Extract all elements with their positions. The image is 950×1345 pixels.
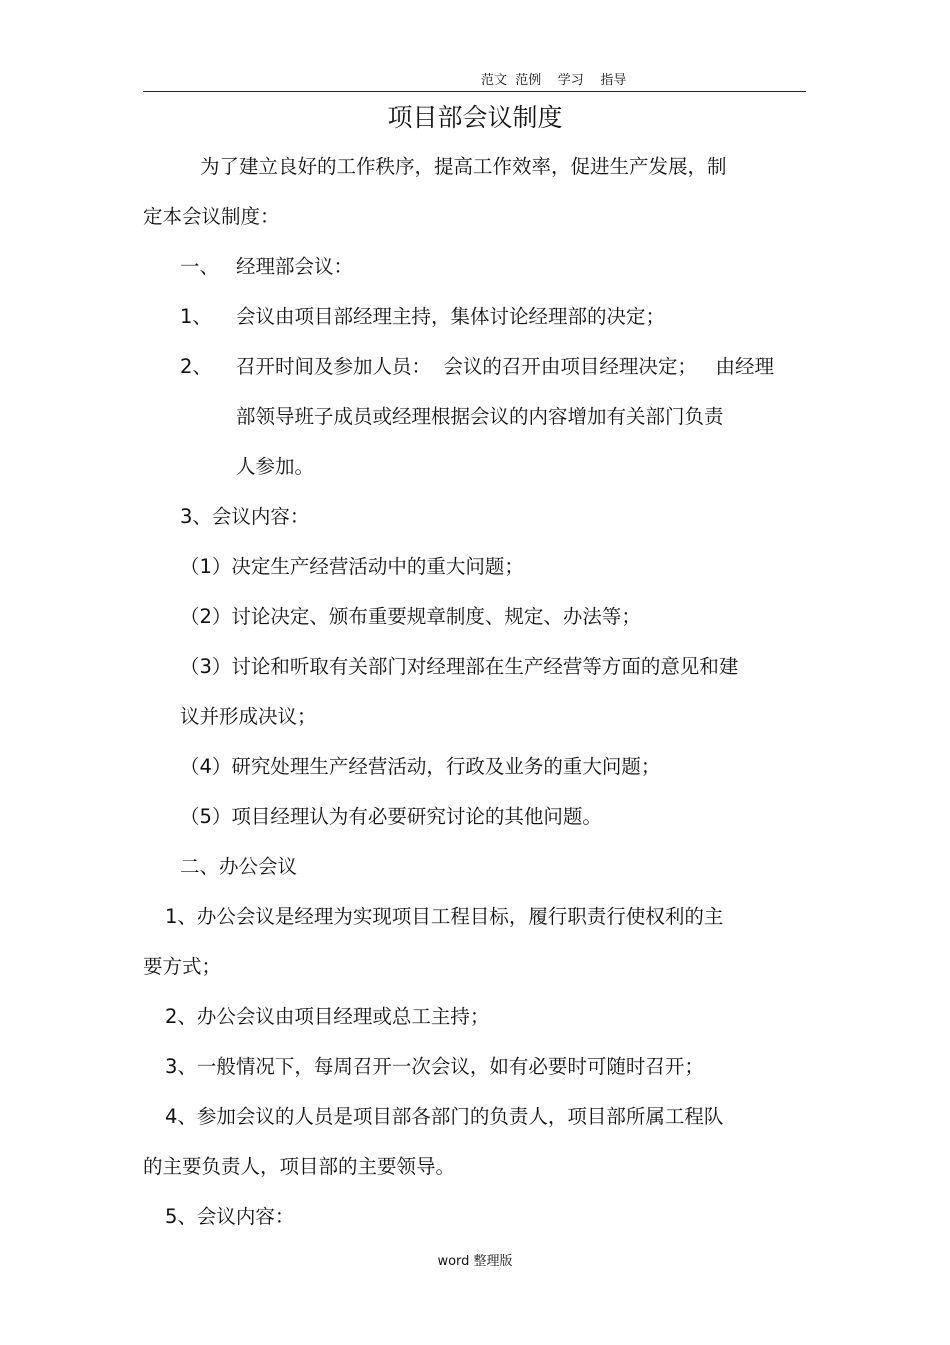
page-footer: word 整理版 (437, 1254, 513, 1269)
sub-item-2: （2）讨论决定、颁布重要规章制度、规定、办法等； (180, 605, 641, 628)
section2-item4-line-1: 4、参加会议的人员是项目部各部门的负责人，项目部所属工程队 (165, 1105, 724, 1128)
running-header: 范文 范例 学习 指导 (481, 73, 627, 88)
sub-item-4: （4）研究处理生产经营活动，行政及业务的重大问题； (180, 755, 661, 778)
document-title: 项目部会议制度 (387, 103, 563, 132)
section2-item2: 2、办公会议由项目经理或总工主持； (165, 1005, 490, 1028)
section2-item1-line-2: 要方式； (143, 955, 222, 978)
section2-item1-line-1: 1、办公会议是经理为实现项目工程目标，履行职责行使权利的主 (165, 905, 724, 928)
section2-heading: 二、办公会议 (180, 855, 298, 878)
intro-line-1: 为了建立良好的工作秩序，提高工作效率，促进生产发展，制 (200, 155, 727, 178)
header-rule (143, 91, 806, 92)
sub-item-3-line-1: （3）讨论和听取有关部门对经理部在生产经营等方面的意见和建 (180, 655, 739, 678)
section1-item2-line-2: 部领导班子成员或经理根据会议的内容增加有关部门负责 (236, 405, 724, 428)
section1-item2-line-1: 召开时间及参加人员： 会议的召开由项目经理决定； 由经理 (236, 355, 774, 378)
section1-item3: 3、会议内容： (180, 505, 310, 528)
section2-item3: 3、一般情况下，每周召开一次会议，如有必要时可随时召开； (165, 1055, 704, 1078)
section1-item1-number: 1、 (180, 305, 212, 328)
sub-item-5: （5）项目经理认为有必要研究讨论的其他问题。 (180, 805, 602, 828)
sub-item-1: （1）决定生产经营活动中的重大问题； (180, 555, 524, 578)
section2-item4-line-2: 的主要负责人，项目部的主要领导。 (143, 1155, 456, 1178)
intro-line-2: 定本会议制度： (143, 205, 280, 228)
section1-item2-line-3: 人参加。 (236, 455, 315, 478)
section1-item2-number: 2、 (180, 355, 212, 378)
sub-item-3-line-2: 议并形成决议； (180, 705, 317, 728)
section1-item1-text: 会议由项目部经理主持，集体讨论经理部的决定； (236, 305, 666, 328)
section2-item5: 5、会议内容： (165, 1205, 295, 1228)
section1-heading: 经理部会议： (236, 255, 354, 278)
section1-heading-number: 一、 (180, 255, 220, 278)
